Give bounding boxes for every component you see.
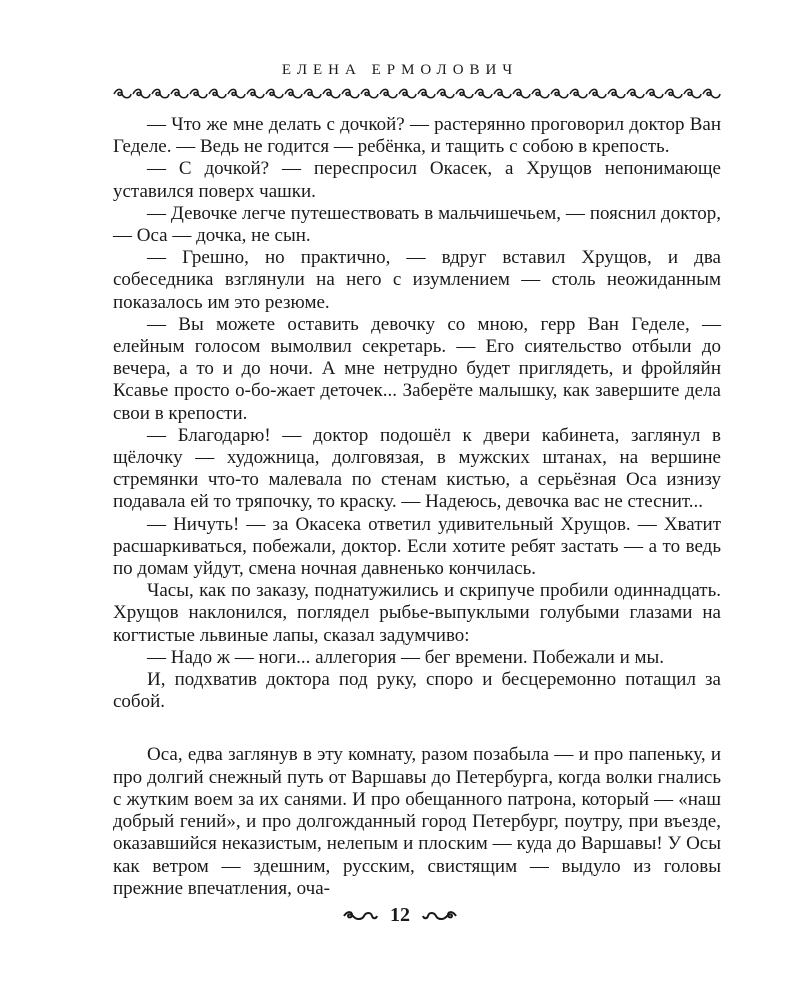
ornamental-rule xyxy=(113,86,721,102)
paragraph: — Девочке легче путешествовать в мальчишечьем, — пояснил доктор, — Оса — дочка, не сын. xyxy=(113,202,721,247)
page-number: 12 xyxy=(390,904,410,926)
right-curl-ornament xyxy=(422,909,458,923)
paragraph: — Грешно, но практично, — вдруг вставил Хрущов, и два собеседника взглянули на него с изумлением — столь неожиданным показалось им это резюме. xyxy=(113,247,721,313)
paragraph: — С дочкой? — переспросил Окасек, а Хрущов непонимающе уставился поверх чашки. xyxy=(113,158,721,202)
paragraph: Оса, едва заглянув в эту комнату, разом позабыла — и про папеньку, и про долгий снежный путь от Варшавы до Петербурга, когда волки гнались с жутким воем за их санями. И про обещанного патрона, который — «наш добрый гений», и про долгожданный город Петербург, поутру, при въезде, оказавшийся неказистым, нелепым и плоским — куда до Варшавы! У Осы как ветром — здешним, русским, свистящим — выдуло из головы прежние впечатления, оча- xyxy=(113,744,721,899)
paragraph: — Ничуть! — за Окасека ответил удивительный Хрущов. — Хватит расшаркиваться, побежали, доктор. Если хотите ребят застать — а то ведь по домам уйдут, смена ночная давненько кончилась. xyxy=(113,513,721,580)
running-header: ЕЛЕНА ЕРМОЛОВИЧ xyxy=(281,62,519,78)
left-curl-ornament xyxy=(342,909,378,923)
paragraph: Часы, как по заказу, поднатужились и скрипуче пробили одиннадцать. Хрущов наклонился, поглядел рыбье-выпуклыми голубыми глазами на когтистые львиные лапы, сказал задумчиво: xyxy=(113,580,721,646)
paragraph: — Что же мне делать с дочкой? — растерянно проговорил доктор Ван Геделе. — Ведь не годится — ребёнка, и тащить с собою в крепость. xyxy=(113,114,721,158)
body-text xyxy=(113,114,721,900)
paragraph: — Надо ж — ноги... аллегория — бег времени. Побежали и мы. xyxy=(147,646,665,668)
paragraph: — Вы можете оставить девочку со мною, герр Ван Геделе, — елейным голосом вымолвил секретарь. — Его сиятельство отбыли до вечера, а то и до ночи. А мне нетрудно будет приглядеть, и фройляйн Ксавье просто о-бо-жает деточек... Заберёте малышку, как завершите дела свои в крепости. xyxy=(113,313,721,424)
paragraph: И, подхватив доктора под руку, споро и бесцеремонно потащил за собой. xyxy=(113,669,721,713)
page-footer xyxy=(0,904,800,927)
paragraph: — Благодарю! — доктор подошёл к двери кабинета, заглянул в щёлочку — художница, долговязая, в мужских штанах, на вершине стремянки что-то малевала по стенам кистью, а серьёзная Оса изнизу подавала ей то тряпочку, то краску. — Надеюсь, девочка вас не стеснит... xyxy=(113,424,721,513)
